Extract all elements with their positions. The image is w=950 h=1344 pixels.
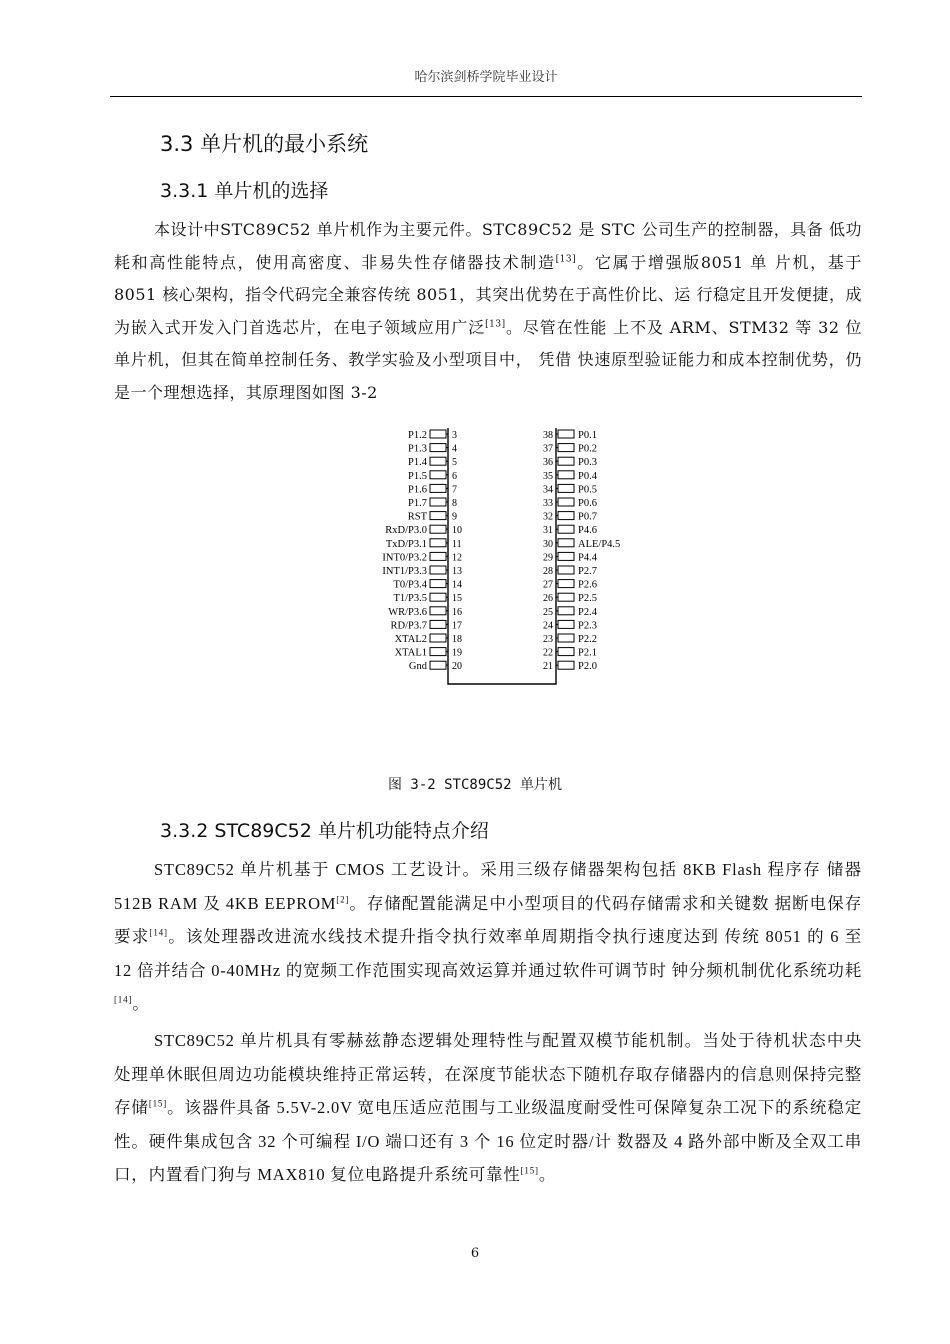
right-pin-label: P2.7 xyxy=(578,566,597,577)
right-pin-label: P2.0 xyxy=(578,661,597,673)
right-pin-label: P0.1 xyxy=(578,430,597,441)
right-pin-number: 23 xyxy=(543,634,553,645)
left-pin-box xyxy=(430,525,446,533)
right-pin-label: P0.4 xyxy=(578,470,597,482)
left-pin-number: 20 xyxy=(452,661,462,673)
left-pin-box xyxy=(430,661,446,669)
subsection-heading-3-3-1: 3.3.1 单片机的选择 xyxy=(160,180,329,202)
right-pin-label: P4.4 xyxy=(578,552,597,564)
left-pin-label: T1/P3.5 xyxy=(393,593,427,605)
left-pin-number: 18 xyxy=(452,634,462,645)
left-pin-label: XTAL2 xyxy=(394,634,427,645)
right-pin-box xyxy=(558,593,574,601)
left-pin-number: 3 xyxy=(452,430,457,441)
page-header: 哈尔滨剑桥学院毕业设计 xyxy=(414,70,558,85)
left-pin-label: XTAL1 xyxy=(394,647,427,659)
left-pin-number: 15 xyxy=(452,593,462,605)
left-pin-box xyxy=(430,552,446,560)
left-pin-number: 11 xyxy=(452,538,462,550)
left-pin-label: RD/P3.7 xyxy=(390,620,427,632)
left-pin-label: P1.3 xyxy=(408,443,427,455)
right-pin-label: P0.6 xyxy=(578,498,597,509)
left-pin-number: 5 xyxy=(452,457,457,469)
left-pin-number: 8 xyxy=(452,498,457,509)
right-pin-number: 25 xyxy=(543,606,553,618)
right-pin-number: 26 xyxy=(543,593,553,605)
right-pin-box xyxy=(558,580,574,588)
chip-body xyxy=(448,428,556,684)
right-pin-box xyxy=(558,620,574,628)
right-pin-box xyxy=(558,512,574,520)
left-pin-number: 9 xyxy=(452,511,457,523)
left-pin-box xyxy=(430,457,446,465)
citation-ref: [13] xyxy=(485,319,506,330)
right-pin-box xyxy=(558,648,574,656)
figure-caption: 图 3-2 STC89C52 单片机 xyxy=(387,777,562,793)
left-pin-box xyxy=(430,566,446,574)
left-pin-label: RxD/P3.0 xyxy=(385,525,427,537)
left-pin-box xyxy=(430,620,446,628)
left-pin-number: 12 xyxy=(452,552,462,564)
citation-ref: [2] xyxy=(336,894,350,904)
left-pin-box xyxy=(430,634,446,642)
left-pin-box xyxy=(430,607,446,615)
right-pin-number: 21 xyxy=(543,661,553,673)
right-pin-box xyxy=(558,607,574,615)
right-pin-label: P0.7 xyxy=(578,511,597,523)
right-pin-label: P2.3 xyxy=(578,620,597,632)
right-pin-label: P2.5 xyxy=(578,593,597,605)
left-pin-number: 10 xyxy=(452,525,462,537)
right-pin-number: 36 xyxy=(543,457,553,469)
stc89c52-pinout-figure xyxy=(360,428,640,690)
left-pin-label: Gnd xyxy=(408,661,427,673)
left-pin-number: 13 xyxy=(452,566,462,577)
left-pin-label: INT0/P3.2 xyxy=(382,552,427,564)
right-pin-number: 22 xyxy=(543,647,553,659)
left-pin-label: TxD/P3.1 xyxy=(385,538,427,550)
right-pin-box xyxy=(558,457,574,465)
right-pin-number: 29 xyxy=(543,552,553,564)
left-pin-box xyxy=(430,498,446,506)
citation-ref: [15] xyxy=(520,1165,539,1176)
pinout-diagram xyxy=(360,428,640,690)
paragraph-power-features: STC89C52 单片机具有零赫兹静态逻辑处理特性与配置双模节能机制。当处于待机状态中央处理单休眠但周边功能模块维持正常运转，在深度节能状态下随机存取存储器内的信息则保持完整存储[15]。该器件具备 5.5V-2.0V 宽电压适应范围与工业级温度耐受性可保障复杂工况下的系统稳定性。硬件集成包含 32 个可编程 I/O 端口还有 3 个 16 位定时器/计 数器及 4 路外部中断及全双工串口，内置看门狗与 MAX810 复位电路提升系统可靠性[15]。 xyxy=(114,1031,862,1184)
right-pin-box xyxy=(558,484,574,492)
left-pin-label: T0/P3.4 xyxy=(393,579,427,591)
right-pin-box xyxy=(558,661,574,669)
right-pin-number: 35 xyxy=(543,470,553,482)
header-rule xyxy=(110,96,862,97)
citation-ref: [14] xyxy=(149,927,168,938)
right-pin-label: P2.4 xyxy=(578,606,597,618)
right-pin-number: 34 xyxy=(543,484,553,496)
left-pin-label: P1.5 xyxy=(408,470,427,482)
paragraph-mcu-selection: 本设计中STC89C52 单片机作为主要元件。STC89C52 是 STC 公司生产的控制器，具备 低功耗和高性能特点，使用高密度、非易失性存储器技术制造[13]。它属于增强版8051 单 片机，基于 8051 核心架构，指令代码完全兼容传统 8051，其突出优势在于高性价比、运 行稳定且开发便捷，成为嵌入式开发入门首选芯片，在电子领域应用广泛[13]。尽管在性能 上不及 ARM、STM32 等 32 位单片机，但其在简单控制任务、教学实验及小型项目中， 凭借 快速原型验证能力和成本控制优势，仍是一个理想选择，其原理图如图 3-2 xyxy=(114,220,862,402)
right-pin-number: 27 xyxy=(543,579,553,591)
citation-ref: [14] xyxy=(114,994,133,1005)
right-pin-label: P0.2 xyxy=(578,443,597,455)
right-pin-box xyxy=(558,552,574,560)
right-pin-label: P0.3 xyxy=(578,457,597,469)
right-pin-number: 32 xyxy=(543,511,553,523)
left-pin-box xyxy=(430,484,446,492)
left-pin-label: WR/P3.6 xyxy=(388,606,427,618)
left-pin-box xyxy=(430,580,446,588)
left-pin-label: P1.2 xyxy=(408,430,427,441)
paragraph-features: STC89C52 单片机基于 CMOS 工艺设计。采用三级存储器架构包括 8KB Flash 程序存 储器 512B RAM 及 4KB EEPROM[2]。存储配置能满足中小型项目的代码存储需求和关键数 据断电保存要求[14]。该处理器改进流水线技术提升指令执行效率单周期指令执行速度达到 传统 8051 的 6 至 12 倍并结合 0-40MHz 的宽频工作范围实现高效运算并通过软件可调节时 钟分频机制优化系统功耗[14]。 xyxy=(114,860,862,1013)
left-pin-label: INT1/P3.3 xyxy=(382,566,427,577)
right-pin-number: 31 xyxy=(543,525,553,537)
right-pin-label: P2.2 xyxy=(578,634,597,645)
right-pin-label: P2.1 xyxy=(578,647,597,659)
right-pin-label: P2.6 xyxy=(578,579,597,591)
left-pin-number: 19 xyxy=(452,647,462,659)
right-pin-label: ALE/P4.5 xyxy=(578,538,621,550)
left-pin-box xyxy=(430,648,446,656)
left-pin-box xyxy=(430,512,446,520)
section-heading: 3.3 单片机的最小系统 xyxy=(160,132,369,156)
left-pin-box xyxy=(430,430,446,438)
right-pin-number: 37 xyxy=(543,443,553,455)
citation-ref: [15] xyxy=(148,1098,168,1109)
right-pin-number: 38 xyxy=(543,430,553,441)
left-pin-box xyxy=(430,539,446,547)
right-pin-box xyxy=(558,539,574,547)
right-pin-box xyxy=(558,444,574,452)
right-pin-box xyxy=(558,634,574,642)
page-number: 6 xyxy=(470,1246,480,1261)
right-pin-label: P0.5 xyxy=(578,484,597,496)
left-pin-number: 6 xyxy=(452,470,457,482)
right-pin-number: 24 xyxy=(543,620,553,632)
left-pin-box xyxy=(430,444,446,452)
left-pin-number: 7 xyxy=(452,484,457,496)
right-pin-box xyxy=(558,471,574,479)
left-pin-number: 17 xyxy=(452,620,462,632)
left-pin-label: P1.6 xyxy=(408,484,427,496)
left-pin-label: RST xyxy=(407,511,427,523)
right-pin-label: P4.6 xyxy=(578,525,597,537)
left-pin-box xyxy=(430,471,446,479)
left-pin-number: 4 xyxy=(452,443,457,455)
left-pin-number: 14 xyxy=(452,579,462,591)
right-pin-number: 28 xyxy=(543,566,553,577)
right-pin-box xyxy=(558,430,574,438)
right-pin-number: 33 xyxy=(543,498,553,509)
left-pin-number: 16 xyxy=(452,606,462,618)
right-pin-number: 30 xyxy=(543,538,553,550)
left-pin-label: P1.4 xyxy=(408,457,427,469)
left-pin-label: P1.7 xyxy=(408,498,427,509)
right-pin-box xyxy=(558,498,574,506)
subsection-heading-3-3-2: 3.3.2 STC89C52 单片机功能特点介绍 xyxy=(160,820,489,842)
right-pin-box xyxy=(558,525,574,533)
right-pin-box xyxy=(558,566,574,574)
left-pin-box xyxy=(430,593,446,601)
citation-ref: [13] xyxy=(555,254,577,265)
